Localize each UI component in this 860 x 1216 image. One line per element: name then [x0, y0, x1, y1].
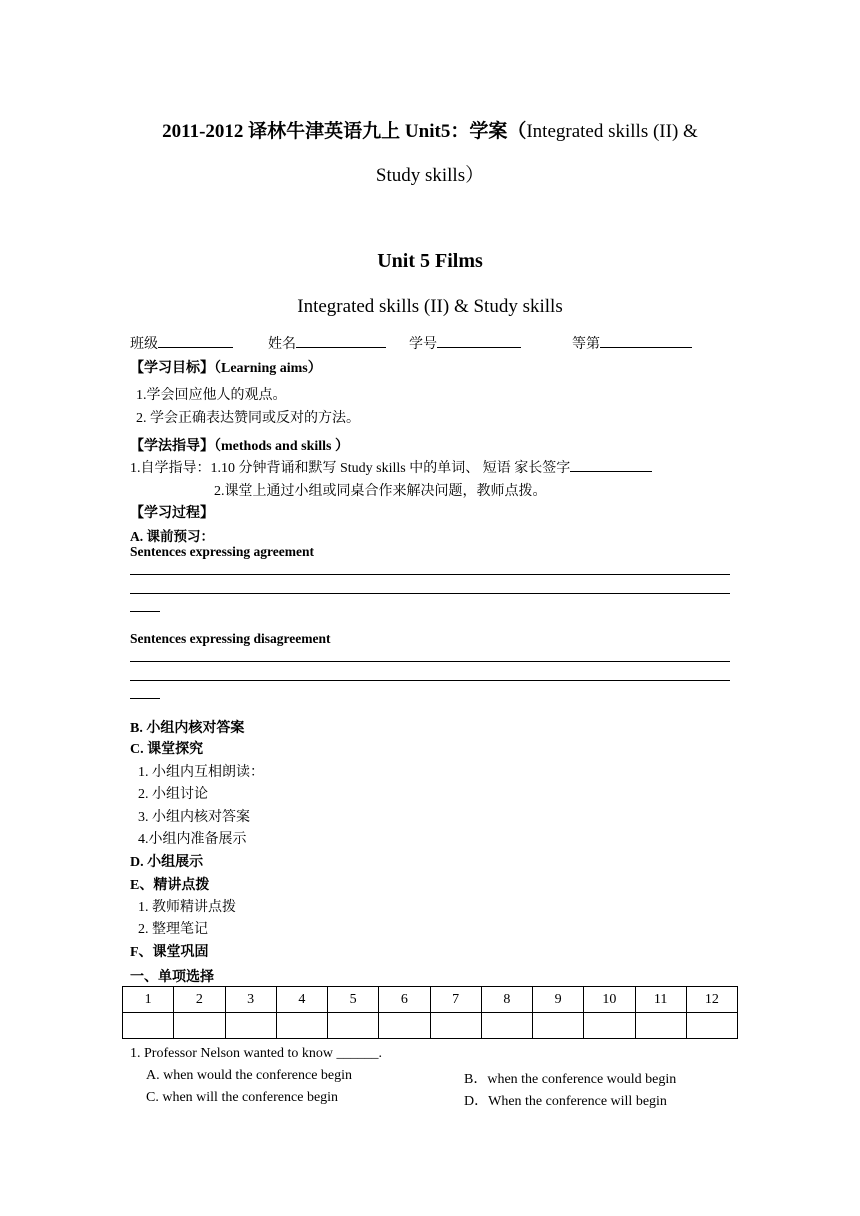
- section-f-label: F、课堂巩固: [130, 945, 209, 960]
- methods-line-1: [130, 457, 652, 477]
- section-b-label: B. 小组内核对答案: [130, 721, 245, 736]
- section-a-label: A. 课前预习：: [130, 529, 214, 544]
- answer-cell[interactable]: [379, 1013, 430, 1039]
- question-1-option-d: D．When the conference will begin: [464, 1094, 667, 1109]
- answer-table-header: 11: [635, 987, 686, 1013]
- aims-heading: 【学习目标】（Learning aims）: [130, 361, 322, 376]
- answer-cell[interactable]: [533, 1013, 584, 1039]
- answer-table-header: 3: [225, 987, 276, 1013]
- disagreement-answer-line-2[interactable]: [130, 680, 730, 681]
- title-line2-text: Study skills）: [375, 165, 485, 186]
- disagreement-label: Sentences expressing disagreement: [130, 631, 331, 646]
- answer-cell[interactable]: [276, 1013, 327, 1039]
- aims-item-2: 2. 学会正确表达赞同或反对的方法。: [136, 411, 360, 426]
- disagreement-answer-line-1[interactable]: [130, 661, 730, 662]
- answer-cell[interactable]: [328, 1013, 379, 1039]
- question-1-option-b: B．when the conference would begin: [464, 1072, 677, 1087]
- c-item-3: 3. 小组内核对答案: [138, 810, 250, 825]
- c-item-1: 1. 小组内互相朗读：: [138, 765, 264, 780]
- agreement-answer-line-3[interactable]: [130, 611, 160, 612]
- question-1-option-a: A. when would the conference begin: [146, 1068, 353, 1083]
- name-blank[interactable]: [296, 333, 386, 348]
- section-e-label: E、精讲点拨: [130, 878, 210, 893]
- c-item-2: 2. 小组讨论: [138, 787, 208, 802]
- answer-table-header: 7: [430, 987, 481, 1013]
- answer-cell[interactable]: [584, 1013, 635, 1039]
- process-heading: 【学习过程】: [130, 506, 214, 521]
- parent-signature-blank[interactable]: [570, 457, 652, 472]
- agreement-label: Sentences expressing agreement: [130, 544, 314, 559]
- methods-line-1-text: 1.自学指导：1.10 分钟背诵和默写 Study skills 中的单词、 短语 家长签字: [130, 461, 571, 476]
- answer-cell[interactable]: [225, 1013, 276, 1039]
- answer-table-header: 5: [328, 987, 379, 1013]
- number-label: 学号: [409, 337, 437, 352]
- number-blank[interactable]: [437, 333, 521, 348]
- answer-cell[interactable]: [635, 1013, 686, 1039]
- aims-item-1: 1.学会回应他人的观点。: [136, 388, 287, 403]
- answer-cell[interactable]: [481, 1013, 532, 1039]
- answer-cell[interactable]: [174, 1013, 225, 1039]
- question-1-stem: 1. Professor Nelson wanted to know ______.: [130, 1046, 382, 1061]
- section-d-label: D. 小组展示: [130, 855, 204, 870]
- section-c-label: C. 课堂探究: [130, 742, 204, 757]
- class-blank[interactable]: [158, 333, 233, 348]
- methods-line-2: 2.课堂上通过小组或同桌合作来解决问题，教师点拨。: [214, 484, 547, 499]
- answer-table-answer-row: [123, 1013, 738, 1039]
- answer-table-header: 4: [276, 987, 327, 1013]
- answer-table-header: 12: [686, 987, 737, 1013]
- info-row: [130, 333, 692, 353]
- title-latin-part: Integrated skills (II) &: [526, 121, 698, 142]
- answer-cell[interactable]: [430, 1013, 481, 1039]
- e-item-2: 2. 整理笔记: [138, 922, 208, 937]
- answer-table-header: 2: [174, 987, 225, 1013]
- disagreement-answer-line-3[interactable]: [130, 698, 160, 699]
- document-title-line1: [0, 116, 860, 143]
- answer-table-header: 10: [584, 987, 635, 1013]
- answer-cell[interactable]: [123, 1013, 174, 1039]
- grade-label: 等第: [572, 337, 600, 352]
- agreement-answer-line-2[interactable]: [130, 593, 730, 594]
- grade-blank[interactable]: [600, 333, 692, 348]
- question-1-option-c: C. when will the conference begin: [146, 1090, 339, 1105]
- document-title-line2: [0, 160, 860, 187]
- answer-table-header-row: [123, 987, 738, 1013]
- title-bold-part: 2011-2012 译林牛津英语九上 Unit5：学案（: [162, 121, 527, 142]
- answer-table: [122, 986, 738, 1039]
- section-one-label: 一、单项选择: [130, 970, 214, 985]
- agreement-answer-line-1[interactable]: [130, 574, 730, 575]
- class-label: 班级: [130, 337, 158, 352]
- e-item-1: 1. 教师精讲点拨: [138, 900, 236, 915]
- answer-table-header: 9: [533, 987, 584, 1013]
- methods-heading: 【学法指导】（methods and skills ）: [130, 439, 349, 454]
- name-label: 姓名: [268, 337, 296, 352]
- c-item-4: 4.小组内准备展示: [138, 832, 247, 847]
- unit-title: Unit 5 Films: [377, 250, 483, 272]
- answer-table-header: 8: [481, 987, 532, 1013]
- lesson-subtitle: Integrated skills (II) & Study skills: [297, 296, 563, 317]
- answer-table-header: 6: [379, 987, 430, 1013]
- answer-table-header: 1: [123, 987, 174, 1013]
- answer-cell[interactable]: [686, 1013, 737, 1039]
